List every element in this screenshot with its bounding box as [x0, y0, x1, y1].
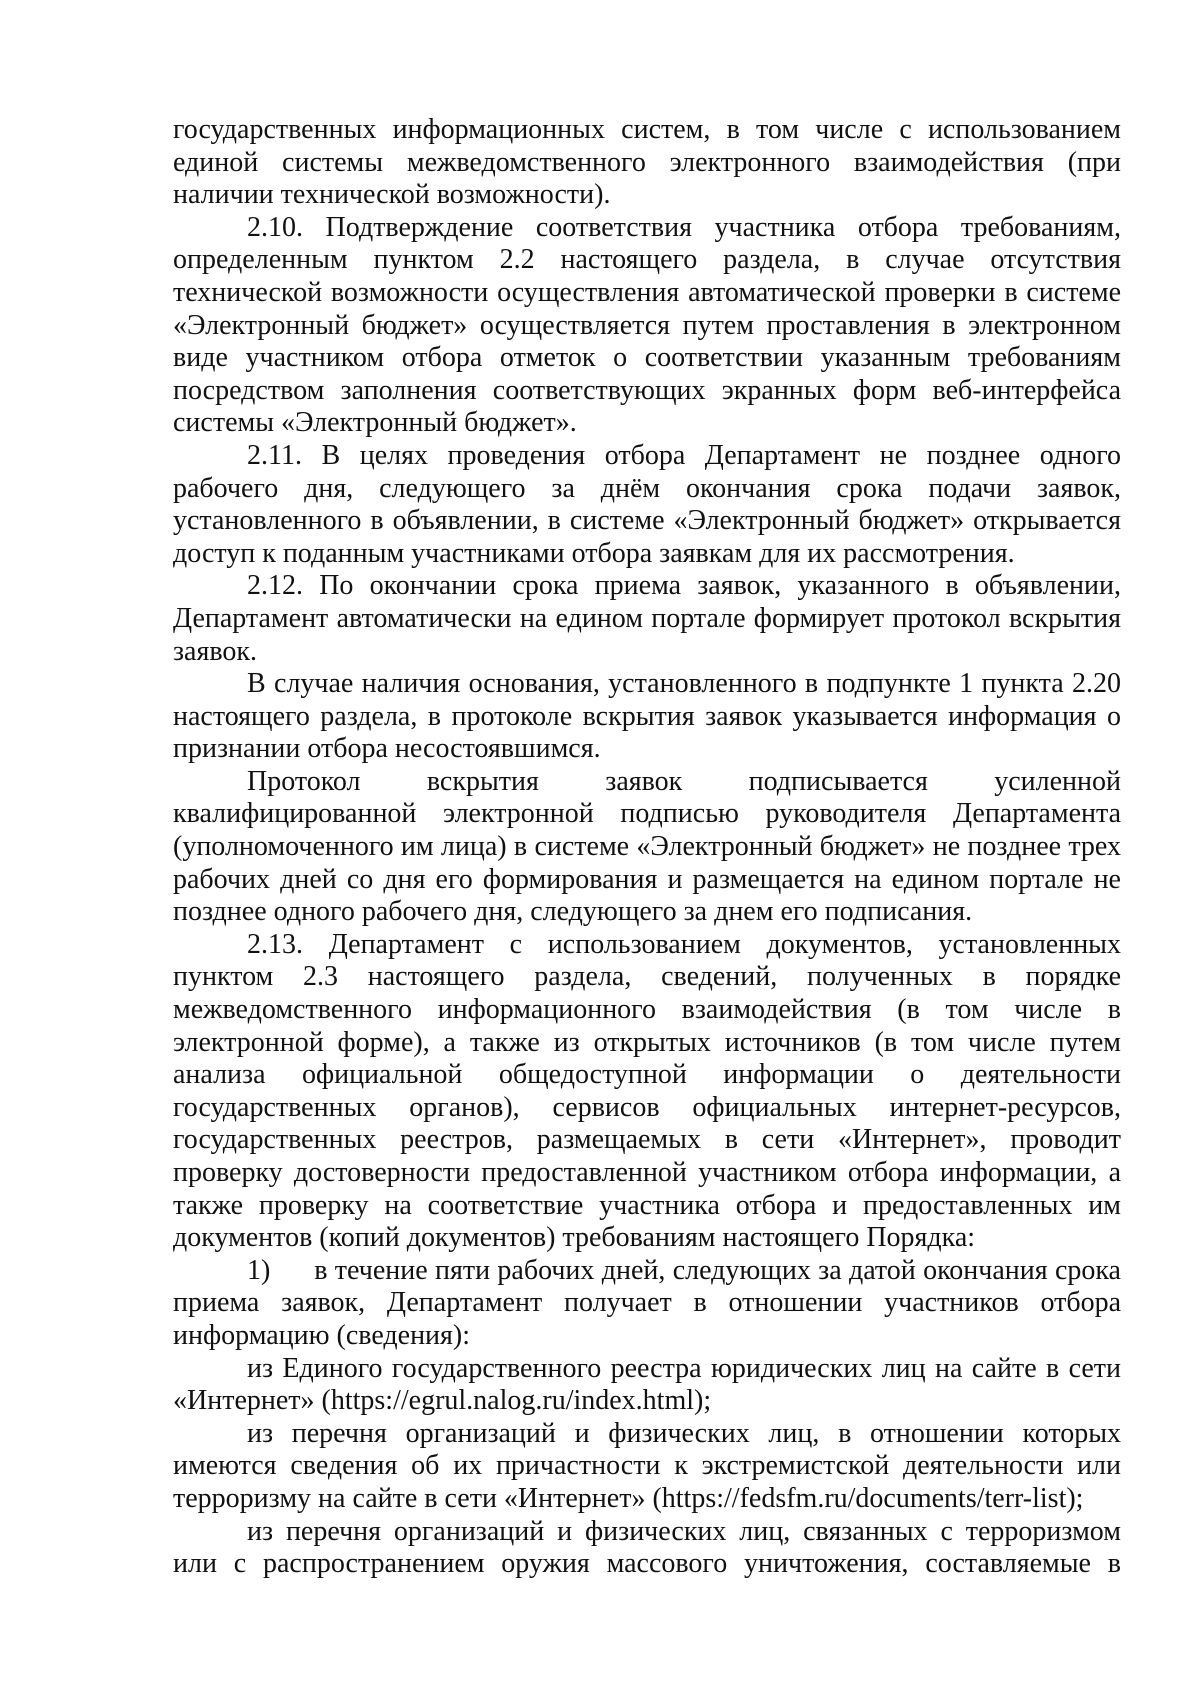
- paragraph-2-12-case: В случае наличия основания, установленного в подпункте 1 пункта 2.20 настоящего раздела, в протоколе вскрытия заявок указывается информация о признании отбора несостоявшимся.: [173, 668, 1121, 765]
- paragraph-terror-list: из перечня организаций и физических лиц, связанных с терроризмом или с распространением оружия массового уничтожения, составляемые в: [173, 1515, 1121, 1580]
- paragraph-2-13: 2.13. Департамент с использованием документов, установленных пунктом 2.3 настоящего раздела, сведений, полученных в порядке межведомственного информационного взаимодействия (в том числе в электронной форме), а также из открытых источников (в том числе путем анализа официальной общедоступной информации о деятельности государственных органов), сервисов официальных интернет-ресурсов, государственных реестров, размещаемых в сети «Интернет», проводит проверку достоверности предоставленной участником отбора информации, а также проверку на соответствие участника отбора и предоставленных им документов (копий документов) требованиям настоящего Порядка:: [173, 928, 1121, 1254]
- paragraph-2-10: 2.10. Подтверждение соответствия участника отбора требованиям, определенным пунктом 2.2 настоящего раздела, в случае отсутствия технической возможности осуществления автоматической проверки в системе «Электронный бюджет» осуществляется путем проставления в электронном виде участником отбора отметок о соответствии указанным требованиям посредством заполнения соответствующих экранных форм веб-интерфейса системы «Электронный бюджет».: [173, 211, 1121, 439]
- paragraph-continuation: государственных информационных систем, в том числе с использованием единой системы межведомственного электронного взаимодействия (при наличии технической возможности).: [173, 114, 1121, 211]
- paragraph-2-11: 2.11. В целях проведения отбора Департамент не позднее одного рабочего дня, следующего за днём окончания срока подачи заявок, установленного в объявлении, в системе «Электронный бюджет» открывается доступ к поданным участниками отбора заявкам для их рассмотрения.: [173, 439, 1121, 569]
- paragraph-2-12: 2.12. По окончании срока приема заявок, указанного в объявлении, Департамент автоматически на едином портале формирует протокол вскрытия заявок.: [173, 570, 1121, 667]
- paragraph-extremist-list: из перечня организаций и физических лиц, в отношении которых имеются сведения об их причастности к экстремистской деятельности или терроризму на сайте в сети «Интернет» (https://fedsfm.ru/documents/terr-list);: [173, 1417, 1121, 1514]
- paragraph-2-12-protocol: Протокол вскрытия заявок подписывается усиленной квалифицированной электронной подписью руководителя Департамента (уполномоченного им лица) в системе «Электронный бюджет» не позднее трех рабочих дней со дня его формирования и размещается на едином портале не позднее одного рабочего дня, следующего за днем его подписания.: [173, 765, 1121, 928]
- document-body: [173, 114, 1128, 1581]
- paragraph-2-13-item-1: 1) в течение пяти рабочих дней, следующих за датой окончания срока приема заявок, Департамент получает в отношении участников отбора информацию (сведения):: [173, 1254, 1128, 1351]
- paragraph-egrul: из Единого государственного реестра юридических лиц на сайте в сети «Интернет» (https://egrul.nalog.ru/index.html);: [173, 1352, 1121, 1417]
